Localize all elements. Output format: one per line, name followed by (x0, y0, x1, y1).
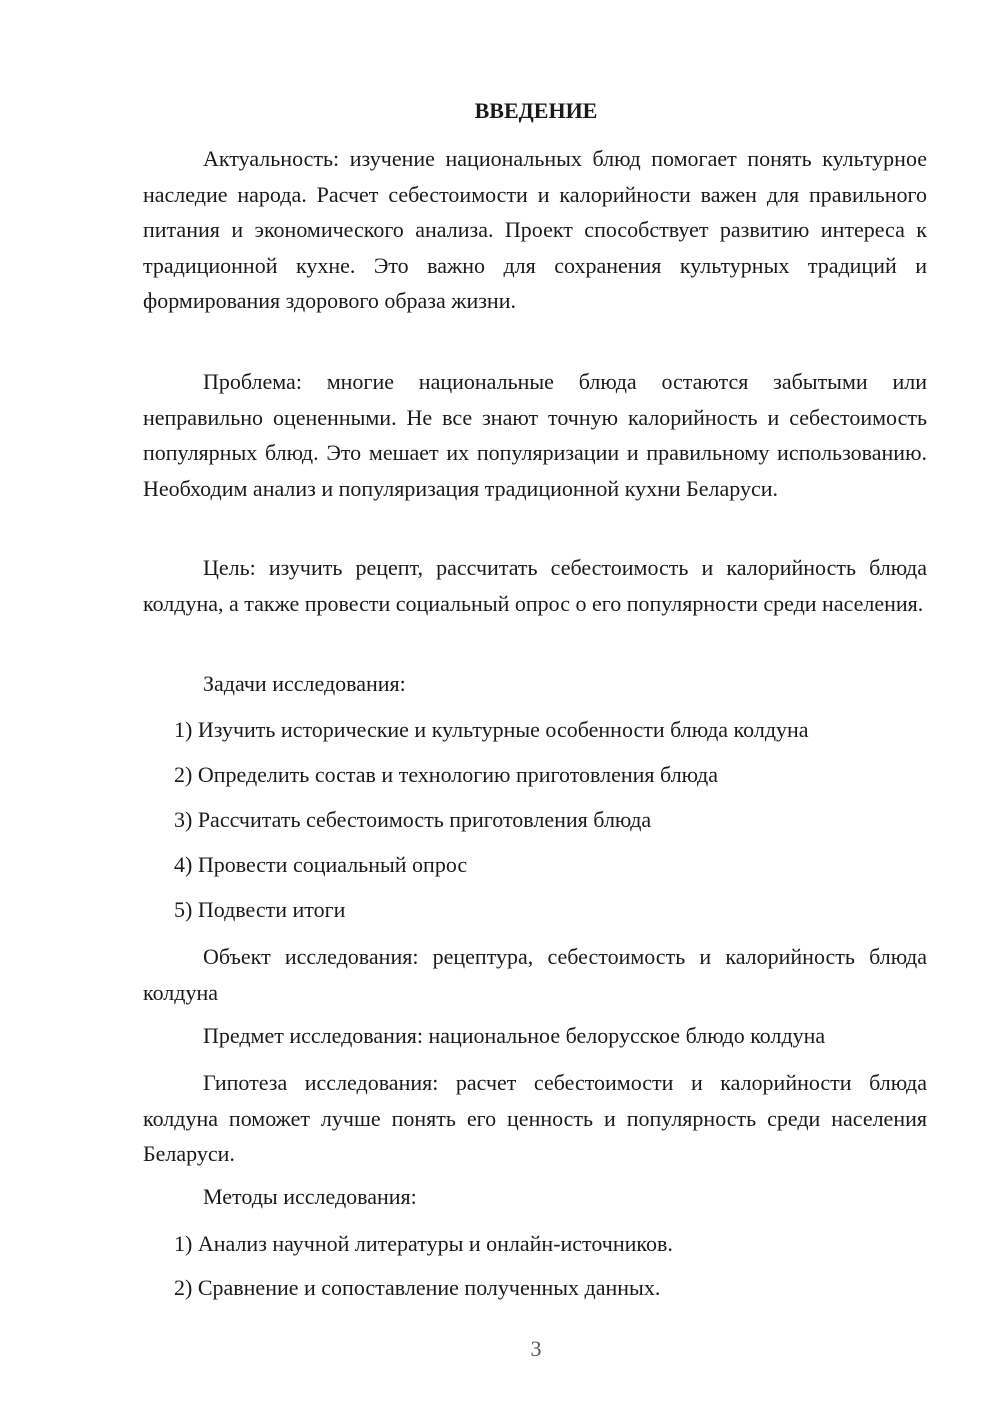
subject-paragraph: Предмет исследования: национальное белорусское блюдо колдуна (203, 1023, 826, 1048)
object-paragraph: Объект исследования: рецептура, себестоимость и калорийность блюда колдуна (143, 944, 927, 1005)
page-number: 3 (530, 1336, 542, 1361)
task-item: 5) Подвести итоги (174, 897, 346, 922)
goal-paragraph: Цель: изучить рецепт, рассчитать себестоимость и калорийность блюда колдуна, а также провести социальный опрос о его популярности среди населения. (143, 555, 927, 616)
relevance-paragraph: Актуальность: изучение национальных блюд помогает понять культурное наследие народа. Расчет себестоимости и калорийности важен для правильного питания и экономического анализа. Проект способствует развитию интереса к традиционной кухне. Это важно для сохранения культурных традиций и формирования здорового образа жизни. (143, 146, 927, 313)
methods-heading: Методы исследования: (203, 1184, 417, 1209)
task-item: 1) Изучить исторические и культурные особенности блюда колдуна (174, 717, 809, 742)
task-item: 3) Рассчитать себестоимость приготовления блюда (174, 807, 652, 832)
task-item: 4) Провести социальный опрос (174, 852, 468, 877)
method-item: 1) Анализ научной литературы и онлайн-источников. (174, 1231, 673, 1256)
problem-paragraph: Проблема: многие национальные блюда остаются забытыми или неправильно оцененными. Не все знают точную калорийность и себестоимость популярных блюд. Это мешает их популяризации и правильному использованию. Необходим анализ и популяризация традиционной кухни Беларуси. (143, 369, 927, 501)
tasks-heading: Задачи исследования: (203, 671, 406, 696)
hypothesis-paragraph: Гипотеза исследования: расчет себестоимости и калорийности блюда колдуна поможет лучше понять его ценность и популярность среди населения Беларуси. (143, 1070, 927, 1166)
task-item: 2) Определить состав и технологию приготовления блюда (174, 762, 718, 787)
method-item: 2) Сравнение и сопоставление полученных данных. (174, 1275, 661, 1300)
page-title: ВВЕДЕНИЕ (474, 98, 598, 123)
